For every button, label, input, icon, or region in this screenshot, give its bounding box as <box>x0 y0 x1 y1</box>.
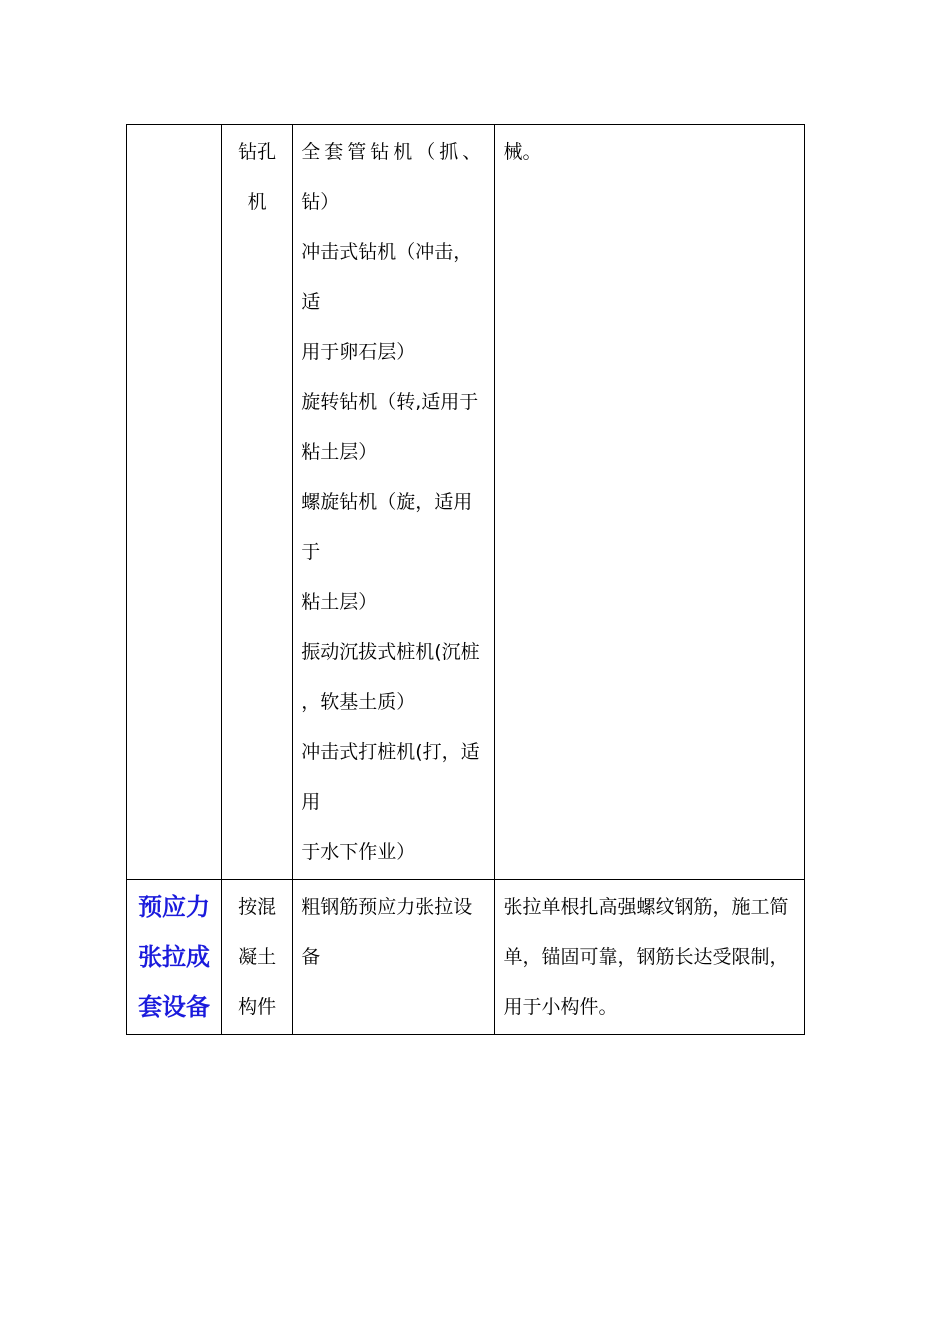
category-cell <box>127 880 222 1035</box>
type-line: 构件 <box>238 996 277 1018</box>
type-line: 凝土 <box>238 946 277 968</box>
note-line: 单，锚固可靠，钢筋长达受限制， <box>503 946 789 968</box>
equipment-line: 粘土层） <box>301 591 378 613</box>
category-line: 预应力 <box>138 893 211 921</box>
note-line: 用于小构件。 <box>503 996 618 1018</box>
note-cell <box>494 880 804 1035</box>
equipment-table <box>126 124 805 1035</box>
category-line: 套设备 <box>138 993 211 1021</box>
equipment-line: 于 <box>301 541 321 563</box>
table-row <box>127 125 805 880</box>
equipment-line: 旋转钻机（转,适用于 <box>301 391 479 413</box>
equipment-line: 螺旋钻机（旋，适用 <box>301 491 473 513</box>
equipment-line: 用于卵石层） <box>301 341 416 363</box>
equipment-line: 冲击式钻机（冲击， <box>301 241 473 263</box>
note-line: 张拉单根扎高强螺纹钢筋，施工简 <box>503 896 789 918</box>
type-cell <box>222 880 293 1035</box>
equipment-line: 振动沉拔式桩机(沉桩 <box>301 641 480 663</box>
equipment-line: 钻） <box>301 191 340 213</box>
table-row <box>127 880 805 1035</box>
equipment-cell <box>293 880 494 1035</box>
category-cell <box>127 125 222 880</box>
equipment-line: 备 <box>301 946 321 968</box>
note-cell <box>494 125 804 880</box>
equipment-line: 适 <box>301 291 321 313</box>
equipment-line: 用 <box>301 791 321 813</box>
type-cell <box>222 125 293 880</box>
equipment-line: 冲击式打桩机(打，适 <box>301 741 480 763</box>
equipment-line: 全套管钻机（抓、 <box>301 141 486 163</box>
equipment-line: 于水下作业） <box>301 841 416 863</box>
type-line: 钻孔 <box>238 141 277 163</box>
equipment-line: 粗钢筋预应力张拉设 <box>301 896 473 918</box>
type-line: 机 <box>247 191 267 213</box>
note-line: 械。 <box>503 141 542 163</box>
category-line: 张拉成 <box>138 943 211 971</box>
equipment-line: 粘土层） <box>301 441 378 463</box>
equipment-cell <box>293 125 494 880</box>
equipment-line: ，软基土质） <box>301 691 416 713</box>
type-line: 按混 <box>238 896 277 918</box>
